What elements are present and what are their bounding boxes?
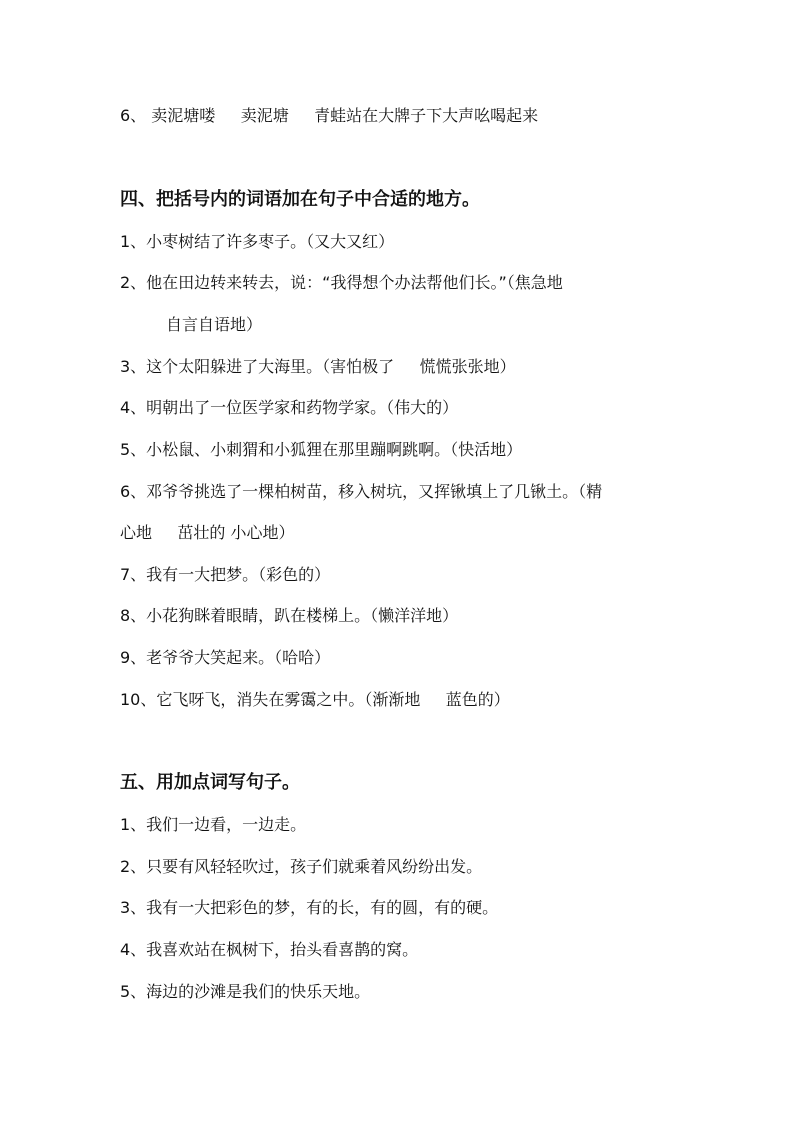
section-5-item-4: 4、我喜欢站在枫树下，抬头看喜鹊的窝。 bbox=[120, 940, 419, 959]
section-5-title: 五、用加点词写句子。 bbox=[120, 772, 300, 793]
section-4-item-3: 3、这个太阳躲进了大海里。（害怕极了 慌慌张张地） bbox=[120, 357, 516, 376]
section-4-item-2: 2、他在田边转来转去，说：“我得想个办法帮他们长。”（焦急地 bbox=[120, 273, 563, 292]
section-4-item-7: 7、我有一大把梦。（彩色的） bbox=[120, 565, 331, 584]
previous-item-6: 6、 卖泥塘喽 卖泥塘 青蛙站在大牌子下大声吆喝起来 bbox=[120, 106, 539, 125]
section-4-item-4: 4、明朝出了一位医学家和药物学家。（伟大的） bbox=[120, 398, 459, 417]
section-4-item-5: 5、小松鼠、小刺猬和小狐狸在那里蹦啊跳啊。（快活地） bbox=[120, 440, 523, 459]
section-4-item-8: 8、小花狗眯着眼睛，趴在楼梯上。（懒洋洋地） bbox=[120, 606, 459, 625]
section-4-item-10: 10、它飞呀飞，消失在雾霭之中。（渐渐地 蓝色的） bbox=[120, 690, 510, 709]
section-4-title: 四、把括号内的词语加在句子中合适的地方。 bbox=[120, 189, 480, 210]
section-4-item-2-continued: 自言自语地） bbox=[166, 315, 263, 334]
section-4-item-9: 9、老爷爷大笑起来。（哈哈） bbox=[120, 648, 331, 667]
section-5-item-1: 1、我们一边看，一边走。 bbox=[120, 815, 307, 834]
section-4-item-6: 6、邓爷爷挑选了一棵柏树苗，移入树坑，又挥锹填上了几锹土。（精 bbox=[120, 482, 603, 501]
section-5-item-3: 3、我有一大把彩色的梦，有的长，有的圆，有的硬。 bbox=[120, 898, 499, 917]
section-4-item-1: 1、小枣树结了许多枣子。（又大又红） bbox=[120, 232, 395, 251]
section-5-item-2: 2、只要有风轻轻吹过，孩子们就乘着风纷纷出发。 bbox=[120, 857, 483, 876]
section-5-item-5: 5、海边的沙滩是我们的快乐天地。 bbox=[120, 982, 371, 1001]
section-4-item-6-continued: 心地 茁壮的 小心地） bbox=[120, 523, 295, 542]
